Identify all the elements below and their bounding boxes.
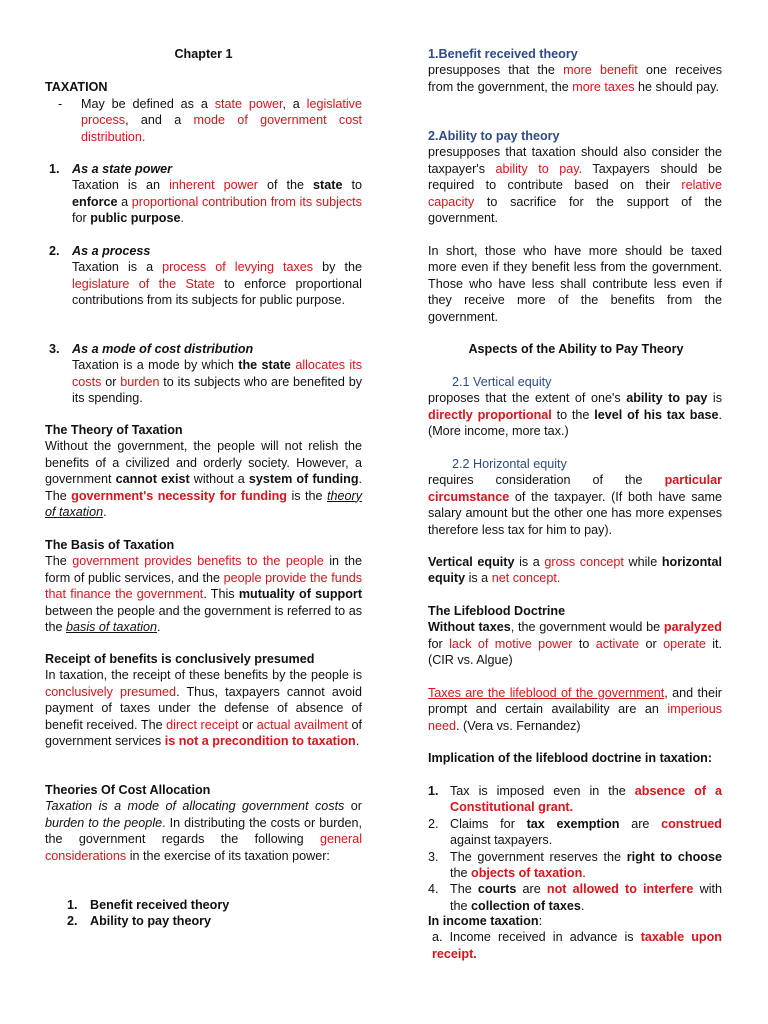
section-cost-distribution (45, 341, 362, 407)
section-number: 1. (49, 162, 60, 176)
section-state-power (45, 161, 362, 227)
section-number: 2. (49, 244, 60, 258)
basis-of-taxation (45, 537, 362, 635)
definition-item (45, 96, 362, 145)
section-process (45, 243, 362, 309)
income-taxation (428, 913, 722, 962)
receipt-of-benefits (45, 651, 362, 749)
section-heading: 2.Ability to pay theory (428, 129, 560, 143)
implication-heading: Implication of the lifeblood doctrine in taxation: (428, 751, 713, 765)
taxation-heading: TAXATION (45, 80, 108, 94)
income-heading: In income taxation: (428, 914, 543, 928)
lifeblood-doctrine (428, 603, 722, 669)
list-item: 4. The courts are not allowed to interfere with the collection of taxes. (428, 882, 723, 913)
implication-list (428, 783, 722, 914)
list-item: 2. Claims for tax exemption are construed against taxpayers. (428, 816, 722, 848)
list-item: 2. Ability to pay theory (67, 914, 212, 929)
list-item: 1. Benefit received theory (67, 898, 230, 912)
section-text: In taxation, the receipt of these benefits by the people is conclusively presumed. Thus, taxpayers cannot avoid payment of taxes under the defense of absence of benefit received. The direct receipt or actual availment of government services is not a precondition to taxation. (45, 668, 362, 749)
theories-cost-allocation (45, 782, 362, 864)
theory-list (45, 897, 362, 930)
section-text: presupposes that taxation should also consider the taxpayer's ability to pay. Taxpayers should be required to contribute based on their relative capacity to sacrifice for the support of the government. (428, 145, 722, 226)
horizontal-equity (428, 456, 722, 538)
section-text: presupposes that the more benefit one receives from the government, the more taxes he should pay. (428, 63, 723, 94)
section-heading: The Lifeblood Doctrine (428, 604, 566, 618)
list-item: 1. Tax is imposed even in the absence of a Constitutional grant. (428, 784, 723, 815)
vertical-equity (428, 374, 722, 440)
section-number: 3. (49, 342, 60, 356)
chapter-title: Chapter 1 (174, 47, 233, 61)
section-text: The government provides benefits to the people in the form of public services, and the people provide the funds that finance the government. This mutuality of support between the people and the government is referred to as the basis of taxation. (45, 554, 363, 635)
section-heading: Receipt of benefits is conclusively presumed (45, 652, 315, 666)
section-text: proposes that the extent of one's ability to pay is directly proportional to the level of his tax base. (More income, more tax.) (428, 391, 723, 439)
dash-bullet: - (58, 97, 63, 111)
ability-to-pay-theory (428, 128, 722, 226)
subsection-heading: 2.2 Horizontal equity (452, 457, 567, 471)
aspects-heading: Aspects of the Ability to Pay Theory (468, 342, 684, 356)
section-heading: Theories Of Cost Allocation (45, 783, 211, 797)
definition-text: May be defined as a state power, a legislative process, and a mode of government cost distribution. (81, 97, 363, 144)
section-heading: 1.Benefit received theory (428, 47, 578, 61)
equity-concept-paragraph: Vertical equity is a gross concept while horizontal equity is a net concept. (428, 555, 722, 586)
section-heading: The Basis of Taxation (45, 538, 175, 552)
section-text: Taxation is a mode of allocating government costs or burden to the people. In distributing the costs or burden, the government regards the following general considerations in the exercise of its taxation power: (45, 799, 362, 863)
section-text: Without taxes, the government would be paralyzed for lack of motive power to activate or operate it. (CIR vs. Algue) (428, 620, 722, 668)
section-text: Taxation is an inherent power of the state to enforce a proportional contribution from its subjects for public purpose. (72, 178, 362, 226)
section-heading: The Theory of Taxation (45, 423, 183, 437)
lifeblood-paragraph: Taxes are the lifeblood of the government, and their prompt and certain availability are an imperious need. (Vera vs. Fernandez) (428, 686, 722, 733)
section-heading: As a state power (72, 162, 173, 176)
section-heading: As a process (72, 244, 151, 258)
section-text: Without the government, the people will not relish the benefits of a civilized and orderly society. However, a government cannot exist without a system of funding. The government's necessity for funding is the theory of taxation. (45, 439, 363, 520)
section-heading: As a mode of cost distribution (72, 342, 254, 356)
list-item: 3. The government reserves the right to choose the objects of taxation. (428, 849, 722, 881)
section-text: Taxation is a mode by which the state allocates its costs or burden to its subjects who are benefited by its spending. (72, 358, 362, 406)
benefit-received-theory (428, 46, 722, 95)
subsection-heading: 2.1 Vertical equity (452, 375, 552, 389)
section-text: Taxation is a process of levying taxes by the legislature of the State to enforce proportional contributions from its subjects for public purpose. (72, 260, 362, 308)
income-item: a. Income received in advance is taxable upon receipt. (432, 930, 722, 961)
theory-of-taxation (45, 422, 362, 520)
in-short-paragraph: In short, those who have more should be taxed more even if they benefit less from the government. Those who have less shall contribute less even if they receive more of the benefits from the government. (428, 244, 722, 324)
section-text: requires consideration of the particular circumstance of the taxpayer. (If both have same salary amount but the other one has more expenses therefore less tax for him to pay). (428, 473, 722, 537)
